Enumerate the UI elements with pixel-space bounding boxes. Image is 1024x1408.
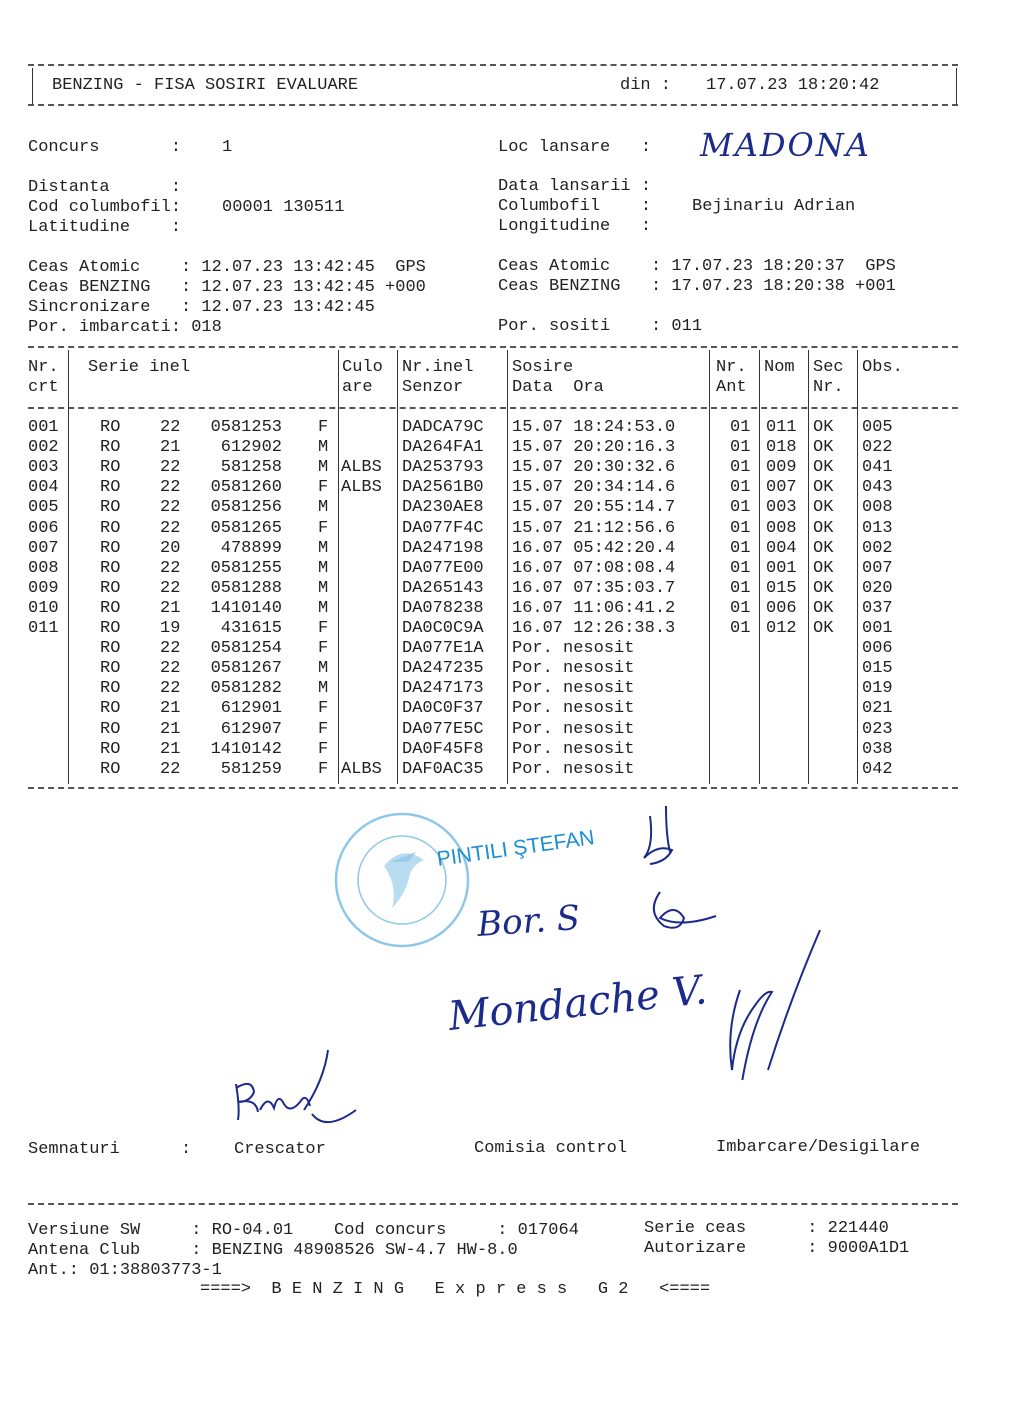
cell-inel: 1410140 [210, 598, 282, 618]
cell-tara: RO [100, 739, 121, 759]
footer-ant: Ant.: 01:38803773-1 [28, 1261, 222, 1280]
cell-inel: 0581282 [210, 679, 282, 699]
document-title: BENZING - FISA SOSIRI EVALUARE [52, 76, 359, 95]
table-row [0, 720, 960, 740]
col-culoare-1: Culo [342, 358, 383, 377]
cell-tara: RO [100, 699, 121, 719]
cell-sex: F [318, 759, 329, 779]
cell-sosire: 16.07 05:42:20.4 [512, 538, 676, 558]
clock-right-atomic: Ceas Atomic : 17.07.23 18:20:37 GPS [498, 257, 896, 276]
cell-tara: RO [100, 639, 121, 659]
cell-tara: RO [100, 518, 121, 538]
cell-inel: 0581253 [210, 418, 282, 437]
cell-inel: 0581288 [210, 578, 282, 598]
cell-sec: OK [813, 538, 834, 558]
cell-inel: 0581267 [210, 659, 282, 679]
cell-tara: RO [100, 458, 121, 478]
cell-tara: RO [100, 418, 121, 437]
cell-sec: OK [813, 578, 834, 598]
cell-nr: 004 [28, 478, 59, 498]
print-date-label: din : [620, 76, 672, 95]
cell-inel: 612902 [220, 438, 282, 458]
cell-tara: RO [100, 679, 121, 699]
signature-block-2 [440, 920, 840, 1080]
cell-an: 21 [160, 598, 181, 618]
table-row [0, 539, 960, 559]
table-row [0, 619, 960, 639]
col-crt: crt [28, 378, 59, 397]
cell-sex: M [318, 538, 329, 558]
cell-senzor: DA077E5C [402, 719, 484, 739]
cell-inel: 581259 [220, 759, 282, 779]
cell-sosire: 16.07 07:35:03.7 [512, 578, 676, 598]
cell-tara: RO [100, 759, 121, 779]
cell-sex: F [318, 639, 329, 659]
table-row [0, 418, 960, 438]
cell-ant: 01 [730, 418, 751, 437]
cell-tara: RO [100, 659, 121, 679]
cell-sex: M [318, 458, 329, 478]
cell-an: 22 [160, 659, 181, 679]
col-sec-1: Sec [813, 358, 844, 377]
cell-sex: F [318, 478, 329, 498]
cell-senzor: DA0C0F37 [402, 699, 484, 719]
table-row [0, 639, 960, 659]
cell-sosire: 15.07 21:12:56.6 [512, 518, 676, 538]
cell-sex: M [318, 578, 329, 598]
cell-an: 20 [160, 538, 181, 558]
cell-obs: 042 [862, 759, 893, 779]
cell-ant: 01 [730, 619, 751, 638]
cell-inel: 0581255 [210, 558, 282, 578]
cell-an: 21 [160, 699, 181, 719]
cell-sex: F [318, 518, 329, 538]
cell-nom: 001 [766, 558, 797, 578]
cell-sex: M [318, 558, 329, 578]
footer-border [28, 1203, 958, 1205]
cell-inel: 0581254 [210, 639, 282, 659]
footer-brand: ====> B E N Z I N G E x p r e s s G 2 <==== [200, 1280, 711, 1299]
cell-sec: OK [813, 418, 834, 437]
cell-nr: 008 [28, 558, 59, 578]
data-lansarii-label: Data lansarii : [498, 177, 652, 196]
footer-sw-version: Versiune SW : RO-04.01 Cod concurs : 017064 [28, 1221, 579, 1240]
cell-nr: 011 [28, 619, 59, 638]
clock-left-sync: Sincronizare : 12.07.23 13:42:45 [28, 298, 375, 317]
cell-senzor: DA2561B0 [402, 478, 484, 498]
cell-obs: 006 [862, 639, 893, 659]
cell-an: 22 [160, 458, 181, 478]
cell-nr: 001 [28, 418, 59, 437]
cell-nom: 009 [766, 458, 797, 478]
footer-clock-serial: Serie ceas : 221440 [644, 1219, 889, 1238]
cell-an: 22 [160, 418, 181, 437]
table-row [0, 679, 960, 699]
header-left-border [32, 68, 33, 104]
cell-senzor: DA230AE8 [402, 498, 484, 518]
header-bottom-border [28, 104, 958, 106]
cell-obs: 002 [862, 538, 893, 558]
cell-inel: 478899 [220, 538, 282, 558]
cell-tara: RO [100, 478, 121, 498]
cell-tara: RO [100, 619, 121, 638]
footer-authorization: Autorizare : 9000A1D1 [644, 1239, 910, 1258]
cell-sec: OK [813, 518, 834, 538]
cell-an: 22 [160, 558, 181, 578]
table-row [0, 699, 960, 719]
cell-nom: 008 [766, 518, 797, 538]
cell-nom: 004 [766, 538, 797, 558]
cell-sex: M [318, 659, 329, 679]
col-sosire: Sosire [512, 358, 574, 377]
semnaturi-label: Semnaturi : [28, 1140, 192, 1159]
cell-tara: RO [100, 438, 121, 458]
cell-nom: 006 [766, 598, 797, 618]
col-nr-ant-1: Nr. [716, 358, 747, 377]
col-sec-2: Nr. [813, 378, 844, 397]
stamp-name: PINTILI ŞTEFAN [435, 826, 596, 871]
cell-inel: 431615 [220, 619, 282, 638]
cell-nr: 002 [28, 438, 59, 458]
cell-inel: 0581256 [210, 498, 282, 518]
cell-ant: 01 [730, 598, 751, 618]
longitudine-label: Longitudine : [498, 217, 652, 236]
col-nr-inel: Nr.inel [402, 358, 474, 377]
cell-an: 22 [160, 578, 181, 598]
footer-antenna: Antena Club : BENZING 48908526 SW-4.7 HW-8.0 [28, 1241, 518, 1260]
cell-sosire: Por. nesosit [512, 699, 635, 719]
col-culoare-2: are [342, 378, 373, 397]
table-row [0, 740, 960, 760]
cell-an: 19 [160, 619, 181, 638]
table-row [0, 458, 960, 478]
cod-columbofil-value: 00001 130511 [222, 198, 345, 217]
loc-lansare-label: Loc lansare : [498, 138, 652, 157]
cell-ant: 01 [730, 578, 751, 598]
clock-left-benzing: Ceas BENZING : 12.07.23 13:42:45 +000 [28, 278, 426, 297]
cell-obs: 005 [862, 418, 893, 437]
clock-right-benzing: Ceas BENZING : 17.07.23 18:20:38 +001 [498, 277, 896, 296]
cell-ant: 01 [730, 458, 751, 478]
header-right-border [956, 68, 957, 104]
cell-inel: 612907 [220, 719, 282, 739]
cell-nom: 007 [766, 478, 797, 498]
cell-ant: 01 [730, 498, 751, 518]
table-row [0, 498, 960, 518]
cell-sex: F [318, 719, 329, 739]
col-serie-inel: Serie inel [88, 358, 191, 377]
cell-culoare: ALBS [341, 759, 382, 779]
table-row [0, 659, 960, 679]
cell-sosire: Por. nesosit [512, 659, 635, 679]
imbarcare-label: Imbarcare/Desigilare [716, 1138, 921, 1157]
cell-an: 21 [160, 719, 181, 739]
col-senzor: Senzor [402, 378, 464, 397]
cell-obs: 008 [862, 498, 893, 518]
cell-senzor: DA264FA1 [402, 438, 484, 458]
col-nr: Nr. [28, 358, 59, 377]
table-header-border [28, 407, 958, 409]
cell-sosire: Por. nesosit [512, 719, 635, 739]
col-data-ora: Data Ora [512, 378, 604, 397]
cell-sec: OK [813, 619, 834, 638]
concurs-value: 1 [222, 138, 233, 157]
loc-lansare-value: MADONA [700, 126, 871, 164]
cell-obs: 023 [862, 719, 893, 739]
cell-obs: 038 [862, 739, 893, 759]
cell-obs: 041 [862, 458, 893, 478]
cell-an: 22 [160, 639, 181, 659]
cell-sosire: 16.07 12:26:38.3 [512, 619, 676, 638]
cell-obs: 037 [862, 598, 893, 618]
cell-nom: 012 [766, 619, 797, 638]
cell-nom: 011 [766, 418, 797, 437]
cell-sec: OK [813, 458, 834, 478]
crescator-label: Crescator [234, 1140, 326, 1159]
table-row [0, 760, 960, 780]
table-row [0, 478, 960, 498]
cell-an: 22 [160, 679, 181, 699]
cell-ant: 01 [730, 518, 751, 538]
cell-nr: 003 [28, 458, 59, 478]
cell-sex: F [318, 418, 329, 437]
signature-crescator [226, 1040, 366, 1130]
cell-senzor: DA247235 [402, 659, 484, 679]
cell-obs: 019 [862, 679, 893, 699]
cell-an: 22 [160, 478, 181, 498]
cell-sosire: 16.07 07:08:08.4 [512, 558, 676, 578]
cell-nom: 003 [766, 498, 797, 518]
col-nom: Nom [764, 358, 795, 377]
cell-inel: 0581260 [210, 478, 282, 498]
cell-senzor: DA265143 [402, 578, 484, 598]
cell-tara: RO [100, 498, 121, 518]
cell-obs: 007 [862, 558, 893, 578]
cell-senzor: DADCA79C [402, 418, 484, 437]
cell-obs: 020 [862, 578, 893, 598]
cell-nr: 007 [28, 538, 59, 558]
cell-senzor: DA247198 [402, 538, 484, 558]
cod-columbofil-label: Cod columbofil: [28, 198, 182, 217]
latitudine-label: Latitudine : [28, 218, 182, 237]
cell-obs: 013 [862, 518, 893, 538]
cell-sex: F [318, 619, 329, 638]
cell-sex: M [318, 598, 329, 618]
cell-senzor: DA247173 [402, 679, 484, 699]
porumbei-sositi: Por. sositi : 011 [498, 317, 703, 336]
cell-sex: M [318, 679, 329, 699]
table-row [0, 559, 960, 579]
table-bottom-border [28, 787, 958, 789]
table-row [0, 599, 960, 619]
header-top-border [28, 64, 958, 66]
cell-sosire: Por. nesosit [512, 739, 635, 759]
table-row [0, 438, 960, 458]
cell-inel: 1410142 [210, 739, 282, 759]
cell-senzor: DA253793 [402, 458, 484, 478]
columbofil-label: Columbofil : [498, 197, 652, 216]
cell-sec: OK [813, 558, 834, 578]
cell-an: 22 [160, 518, 181, 538]
signature-bor: Bor. S [475, 897, 582, 945]
cell-ant: 01 [730, 558, 751, 578]
concurs-label: Concurs : [28, 138, 182, 157]
comisia-label: Comisia control [474, 1139, 628, 1158]
cell-obs: 021 [862, 699, 893, 719]
cell-tara: RO [100, 538, 121, 558]
cell-inel: 0581265 [210, 518, 282, 538]
cell-senzor: DA078238 [402, 598, 484, 618]
cell-obs: 015 [862, 659, 893, 679]
cell-ant: 01 [730, 538, 751, 558]
cell-senzor: DA0C0C9A [402, 619, 484, 638]
clock-left-atomic: Ceas Atomic : 12.07.23 13:42:45 GPS [28, 258, 426, 277]
cell-sec: OK [813, 438, 834, 458]
cell-senzor: DA077E00 [402, 558, 484, 578]
cell-sex: F [318, 699, 329, 719]
cell-ant: 01 [730, 478, 751, 498]
cell-tara: RO [100, 558, 121, 578]
col-nr-ant-2: Ant [716, 378, 747, 397]
cell-ant: 01 [730, 438, 751, 458]
cell-sec: OK [813, 478, 834, 498]
cell-obs: 043 [862, 478, 893, 498]
cell-sosire: 16.07 11:06:41.2 [512, 598, 676, 618]
cell-an: 22 [160, 498, 181, 518]
table-row [0, 579, 960, 599]
cell-sec: OK [813, 498, 834, 518]
cell-nom: 018 [766, 438, 797, 458]
cell-nr: 009 [28, 578, 59, 598]
cell-sosire: Por. nesosit [512, 759, 635, 779]
cell-sosire: Por. nesosit [512, 679, 635, 699]
cell-sex: M [318, 498, 329, 518]
columbofil-value: Bejinariu Adrian [692, 197, 856, 216]
cell-sosire: 15.07 20:55:14.7 [512, 498, 676, 518]
col-obs: Obs. [862, 358, 903, 377]
cell-sosire: Por. nesosit [512, 639, 635, 659]
distanta-label: Distanta : [28, 178, 182, 197]
table-row [0, 519, 960, 539]
signature-mondache: Mondache V. [446, 967, 710, 1040]
cell-sosire: 15.07 18:24:53.0 [512, 418, 676, 437]
cell-culoare: ALBS [341, 458, 382, 478]
cell-an: 22 [160, 759, 181, 779]
cell-obs: 022 [862, 438, 893, 458]
cell-inel: 612901 [220, 699, 282, 719]
print-date: 17.07.23 18:20:42 [706, 76, 880, 95]
cell-an: 21 [160, 438, 181, 458]
cell-nr: 006 [28, 518, 59, 538]
porumbei-imbarcati: Por. imbarcati: 018 [28, 318, 222, 337]
cell-nr: 010 [28, 598, 59, 618]
cell-tara: RO [100, 719, 121, 739]
cell-culoare: ALBS [341, 478, 382, 498]
cell-sosire: 15.07 20:20:16.3 [512, 438, 676, 458]
cell-senzor: DA077F4C [402, 518, 484, 538]
cell-an: 21 [160, 739, 181, 759]
cell-sosire: 15.07 20:30:32.6 [512, 458, 676, 478]
cell-sex: F [318, 739, 329, 759]
cell-senzor: DA0F45F8 [402, 739, 484, 759]
cell-sex: M [318, 438, 329, 458]
cell-senzor: DAF0AC35 [402, 759, 484, 779]
cell-nr: 005 [28, 498, 59, 518]
cell-nom: 015 [766, 578, 797, 598]
table-top-border [28, 346, 958, 348]
cell-inel: 581258 [220, 458, 282, 478]
cell-senzor: DA077E1A [402, 639, 484, 659]
cell-sec: OK [813, 598, 834, 618]
cell-tara: RO [100, 598, 121, 618]
cell-tara: RO [100, 578, 121, 598]
cell-sosire: 15.07 20:34:14.6 [512, 478, 676, 498]
cell-obs: 001 [862, 619, 893, 638]
